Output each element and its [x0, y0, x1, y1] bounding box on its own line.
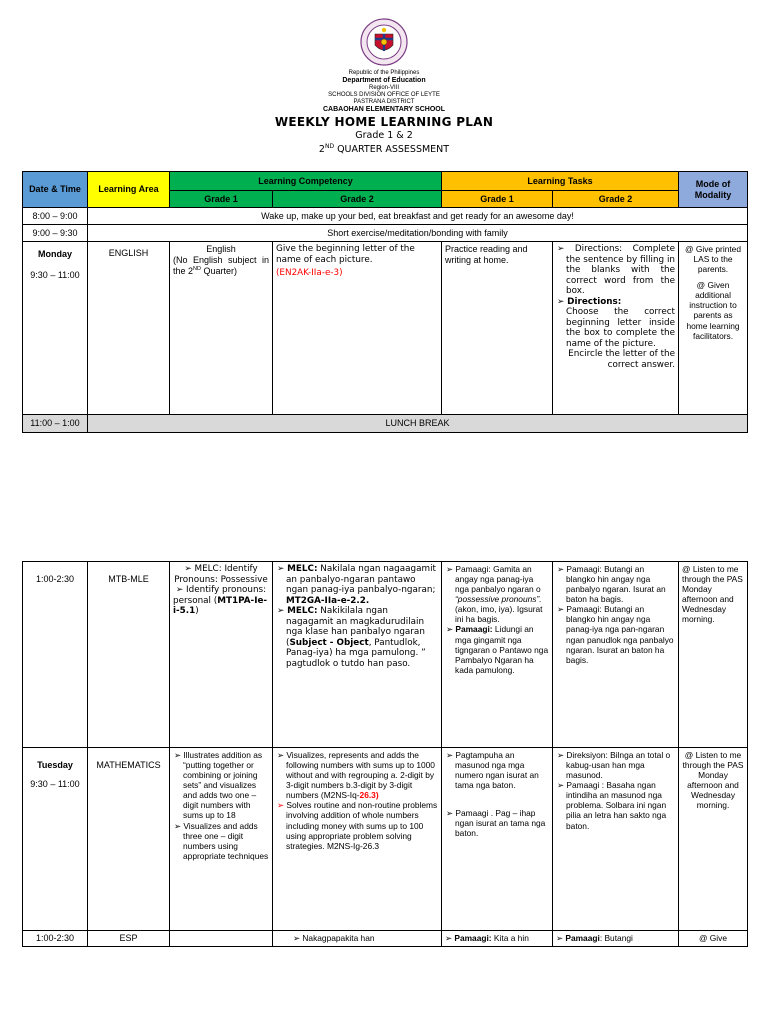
school-name: CABAOHAN ELEMENTARY SCHOOL — [323, 105, 445, 113]
mtb-competency-grade2: ➢ MELC: Nakilala ngan nagaagamit an panbalyo-ngaran pantawo ngan panag-iya panbalyo-ngaran; MT2GA-IIa-e-2.2. ➢ MELC: Nakikilala ngan nagagamit an magkadurudilain nga klase han panbalyo ngaran (Subject - Object, Pantudlok, Panag-iya) ha mga pamulong. ” pagtudlok o tutdo han paso. — [273, 562, 442, 748]
header-competency-grade1: Grade 1 — [170, 191, 273, 208]
esp-mode: @ Give — [679, 931, 748, 947]
mtb-task-grade2: ➢ Pamaagi: Butangi an blangko hin angay nga panbalyo ngaran. Isurat an baton ha bagis. ➢ Pamaagi: Butangi an blangko hin angay nga panag-iya nga pan-ngaran ngan panudlok nga panbalyo ngaran. Isurat an baton ha bagis. — [553, 562, 679, 748]
learning-area-math: MATHEMATICS — [88, 748, 170, 931]
time-cell: 8:00 – 9:00 — [23, 208, 88, 225]
header-competency-grade2: Grade 2 — [273, 191, 442, 208]
department-text: Department of Education — [342, 76, 426, 84]
english-task-grade2: ➢ Directions: Complete the sentence by filling in the blanks with the correct word from the box. ➢ Directions: Choose the correct beginning letter inside the box to complete the name of the picture. Encircle the letter of the correct answer. — [553, 242, 679, 415]
esp-task-grade2: ➢ Pamaagi: Butangi — [553, 931, 679, 947]
schedule-exercise-text: Short exercise/meditation/bonding with family — [88, 225, 748, 242]
header-date-time: Date & Time — [23, 172, 88, 208]
learning-area-esp: ESP — [88, 931, 170, 947]
schedule-wake-text: Wake up, make up your bed, eat breakfast and get ready for an awesome day! — [88, 208, 748, 225]
math-task-grade1: ➢ Pagtampuha an masunod nga mga numero ngan isurat an tama nga baton. ➢ Pamaagi . Pag – ihap ngan isurat an tama nga baton. — [442, 748, 553, 931]
math-mode: @ Listen to me through the PAS Monday afternoon and Wednesday morning. — [679, 748, 748, 931]
region-text: Region-VIII — [368, 84, 399, 91]
header-learning-tasks: Learning Tasks — [442, 172, 679, 191]
math-competency-grade1: ➢ Illustrates addition as “putting together or combining or joining sets” and visualizes and adds two one – digit numbers with sums up to 18 ➢ Visualizes and adds three one – digit numbers using appropriate techniques — [170, 748, 273, 931]
competency-code: (EN2AK-IIa-e-3) — [276, 268, 343, 279]
esp-task-grade1: ➢ Pamaagi: Kita a hin — [442, 931, 553, 947]
time-label: 9:30 – 11:00 — [30, 269, 80, 280]
math-competency-grade2: ➢ Visualizes, represents and adds the following numbers with sums up to 1000 without and with regrouping a. 2-digit by 3-digit numbers b.3-digit by 3-digit numbers (M2NS-Iq-26.3) ➢ Solves routine and non-routine problems involving addition of whole numbers including money with sums up to 100 using appropriate problem solving strategies. M2NS-Ig-26.3 — [273, 748, 442, 931]
esp-competency-grade2: ➢ Nakagpapakita han — [273, 931, 442, 947]
mtb-competency-grade1: ➢ MELC: Identify Pronouns: Possessive ➢ Identify pronouns: personal (MT1PA-Ie-i-5.1) — [170, 562, 273, 748]
deped-seal-icon — [360, 18, 408, 66]
document-title: WEEKLY HOME LEARNING PLAN — [274, 114, 494, 129]
time-cell: 9:00 – 9:30 — [23, 225, 88, 242]
learning-plan-table-2 — [22, 561, 748, 947]
header-learning-area: Learning Area — [88, 172, 170, 208]
time-label: 9:30 – 11:00 — [30, 778, 80, 789]
mtb-task-grade1: ➢ Pamaagi: Gamita an angay nga panag-iya nga panbalyo ngaran o “possessive pronouns”. (akon, imo, iya). Igsurat ini ha bagis. ➢ Pamaagi: Lidungi an mga gingamit nga tigngaran o Pantawo nga Pambalyo Ngaran ha kada pamulong. — [442, 562, 553, 748]
time-cell: 11:00 – 1:00 — [23, 415, 88, 433]
division-text: SCHOOLS DIVISION OFFICE OF LEYTE — [328, 91, 440, 98]
english-mode: @ Give printed LAS to the parents. @ Given additional instruction to parents as home learning facilitators. — [679, 242, 748, 415]
republic-text: Republic of the Philippines — [348, 70, 420, 76]
learning-area-mtb: MTB-MLE — [88, 562, 170, 748]
header-learning-competency: Learning Competency — [170, 172, 442, 191]
header-tasks-grade1: Grade 1 — [442, 191, 553, 208]
lunch-break-text: LUNCH BREAK — [88, 415, 748, 433]
english-task-grade1: Practice reading and writing at home. — [442, 242, 553, 415]
day-label: Tuesday — [37, 760, 73, 770]
time-cell: 1:00-2:30 — [23, 931, 88, 947]
header-mode-of-modality: Mode of Modality — [679, 172, 748, 208]
day-label: Monday — [37, 249, 72, 259]
monday-time-cell — [23, 242, 88, 415]
grade-level: Grade 1 & 2 — [355, 130, 413, 142]
quarter-label: 2ND QUARTER ASSESSMENT — [318, 143, 450, 156]
tuesday-time-cell — [23, 748, 88, 931]
learning-area-english: ENGLISH — [88, 242, 170, 415]
header-tasks-grade2: Grade 2 — [553, 191, 679, 208]
math-task-grade2: ➢ Direksiyon: Bilnga an total o kabug-usan han mga masunod. ➢ Pamaagi : Basaha ngan intindiha an masunod nga problema. Solbara ini ngan pilia an letra han sakto nga baton. — [553, 748, 679, 931]
english-competency-grade1: English (No English subject in the 2ND Quarter) — [170, 242, 273, 415]
english-competency-grade2: Give the beginning letter of the name of each picture. (EN2AK-IIa-e-3) — [273, 242, 442, 415]
time-cell: 1:00-2:30 — [23, 562, 88, 748]
mtb-mode: @ Listen to me through the PAS Monday afternoon and Wednesday morning. — [679, 562, 748, 748]
learning-plan-table-1 — [22, 171, 748, 433]
esp-competency-grade1 — [170, 931, 273, 947]
district-text: PASTRANA DISTRICT — [353, 98, 415, 105]
document-header — [0, 18, 768, 156]
